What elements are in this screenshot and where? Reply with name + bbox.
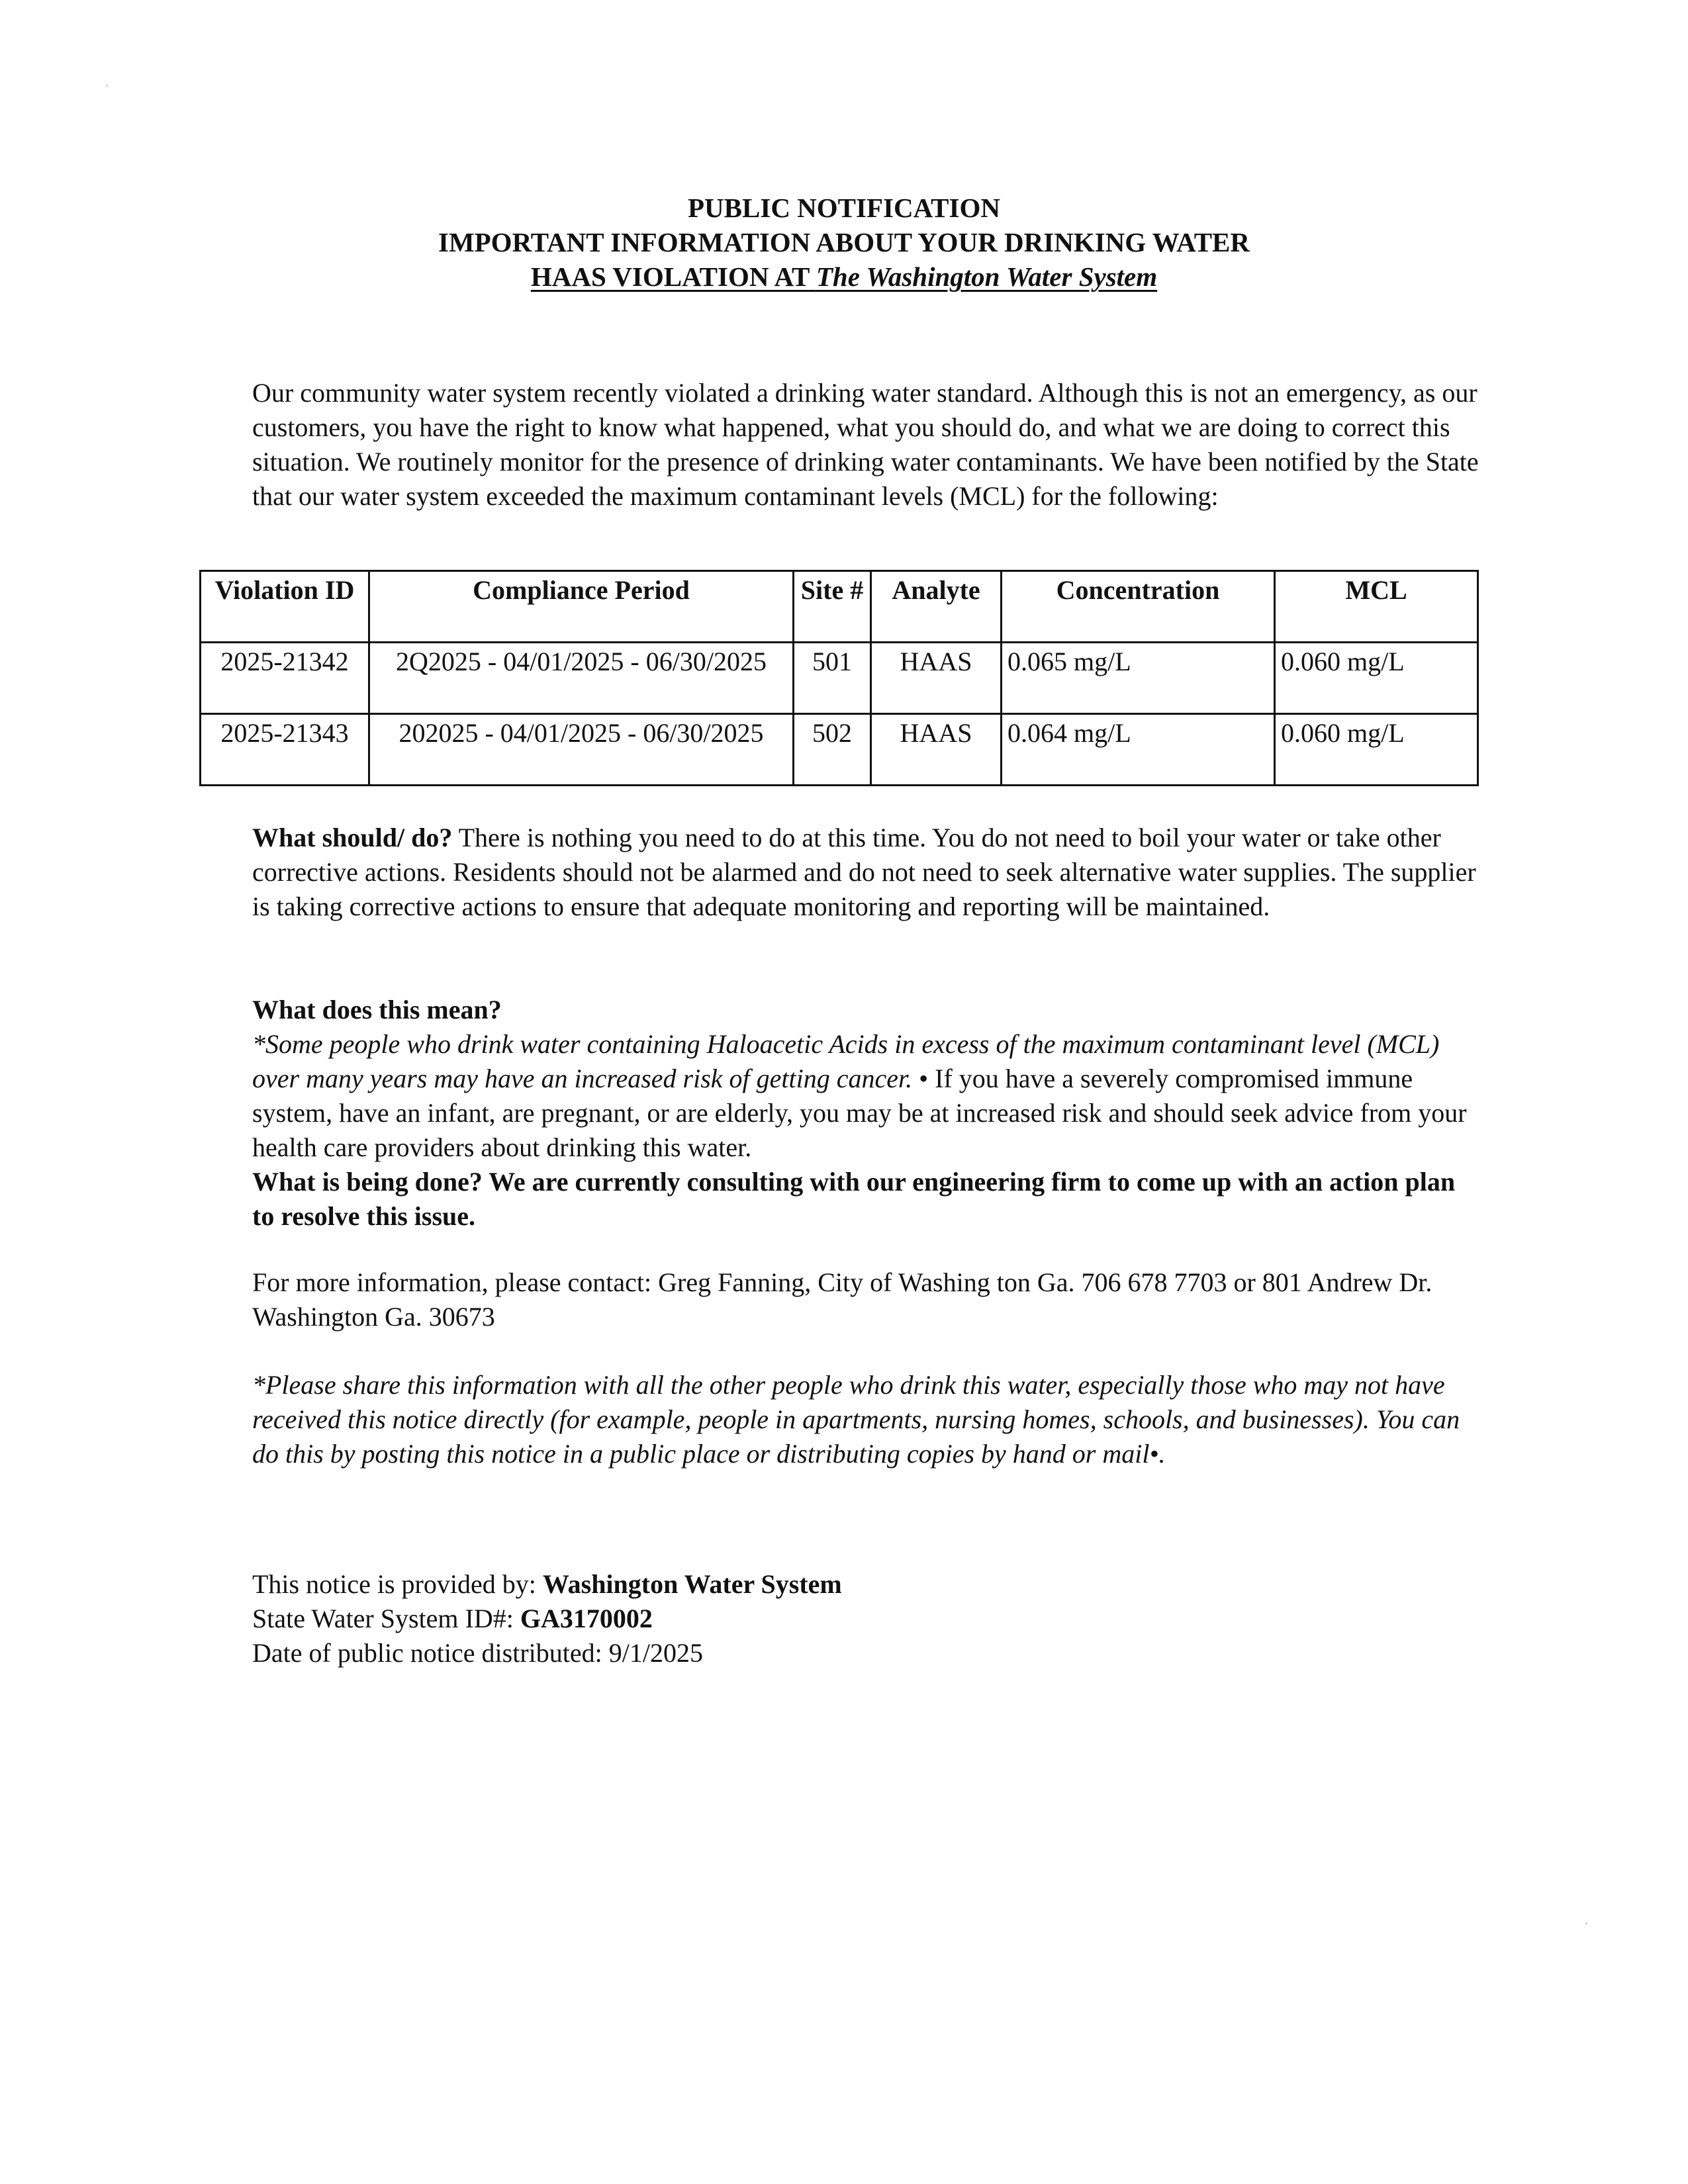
title-system-name: The Washington Water System [816,261,1158,292]
cell-analyte: HAAS [871,643,1002,714]
cell-concentration: 0.065 mg/L [1002,643,1275,714]
what-should-i-do-heading: What should/ do? [252,823,453,852]
cell-mcl: 0.060 mg/L [1275,714,1478,786]
header-compliance-period: Compliance Period [369,571,794,643]
distribution-date-line [252,1636,1483,1670]
cell-site: 502 [794,714,871,786]
violation-table [199,570,1479,786]
violation-table-wrap [199,570,1479,786]
cell-compliance-period: 202025 - 04/01/2025 - 06/30/2025 [369,714,794,786]
system-id-value: GA3170002 [520,1604,653,1633]
cell-violation-id: 2025-21343 [201,714,369,786]
cell-mcl: 0.060 mg/L [1275,643,1478,714]
table-header-row [201,571,1478,643]
header-site: Site # [794,571,871,643]
title-line-1: PUBLIC NOTIFICATION [688,193,1000,223]
what-does-this-mean-heading: What does this mean? [252,995,502,1024]
provided-by-value: Washington Water System [542,1569,842,1599]
provided-by-line [252,1567,1483,1602]
distribution-date-label: Date of public notice distributed: [252,1638,609,1668]
cell-concentration: 0.064 mg/L [1002,714,1275,786]
title-line-2: IMPORTANT INFORMATION ABOUT YOUR DRINKING WATER [438,227,1250,257]
table-row [201,714,1478,786]
share-notice: *Please share this information with all the other people who drink this water, especially those who may not have received this notice directly (for example, people in apartments, nursing homes, schools, and businesses). You can do this by posting this notice in a public place or distributing copies by hand or mail•. [252,1370,1460,1469]
scan-speck [106,85,108,87]
system-id-line [252,1602,1483,1636]
health-effects-paragraph [252,1027,1483,1165]
intro-paragraph: Our community water system recently violated a drinking water standard. Although this is not an emergency, as our customers, you have the right to know what happened, what you should do, and what we are doing to correct this situation. We routinely monitor for the presence of drinking water contaminants. We have been notified by the State that our water system exceeded the maximum contaminant levels (MCL) for the following: [252,378,1479,511]
what-should-i-do-section [252,821,1483,924]
contact-info: For more information, please contact: Greg Fanning, City of Washing ton Ga. 706 678 7703 or 801 Andrew Dr. Washington Ga. 30673 [252,1267,1432,1332]
notice-footer [252,1567,1483,1670]
health-effects-italic: *Some people who drink water containing Haloacetic Acids in excess of the maximum contaminant level (MCL) over many years may have an increased risk of getting cancer. [252,1029,1440,1093]
header-violation-id: Violation ID [201,571,369,643]
table-row [201,643,1478,714]
header-concentration: Concentration [1002,571,1275,643]
header-analyte: Analyte [871,571,1002,643]
title-violation-prefix: HAAS VIOLATION AT [530,261,816,292]
header-mcl: MCL [1275,571,1478,643]
what-is-being-done: What is being done? We are currently consulting with our engineering firm to come up with an action plan to resolve this issue. [252,1167,1456,1231]
cell-site: 501 [794,643,871,714]
what-should-i-do-text: There is nothing you need to do at this time. You do not need to boil your water or take other corrective actions. Residents should not be alarmed and do not need to seek alternative water supplies. The supplier is taking corrective actions to ensure that adequate monitoring and reporting will be maintained. [252,823,1476,921]
what-does-this-mean-section [252,993,1483,1234]
cell-compliance-period: 2Q2025 - 04/01/2025 - 06/30/2025 [369,643,794,714]
title-line-3 [0,259,1688,294]
scan-speck [1585,1923,1587,1925]
health-effects-text: • If you have a severely compromised immune system, have an infant, are pregnant, or are elderly, you may be at increased risk and should seek advice from your health care providers about drinking this water. [252,1064,1467,1162]
provided-by-label: This notice is provided by: [252,1569,543,1599]
notice-title [0,191,1688,294]
system-id-label: State Water System ID#: [252,1604,520,1633]
distribution-date-value: 9/1/2025 [608,1638,703,1668]
cell-violation-id: 2025-21342 [201,643,369,714]
cell-analyte: HAAS [871,714,1002,786]
